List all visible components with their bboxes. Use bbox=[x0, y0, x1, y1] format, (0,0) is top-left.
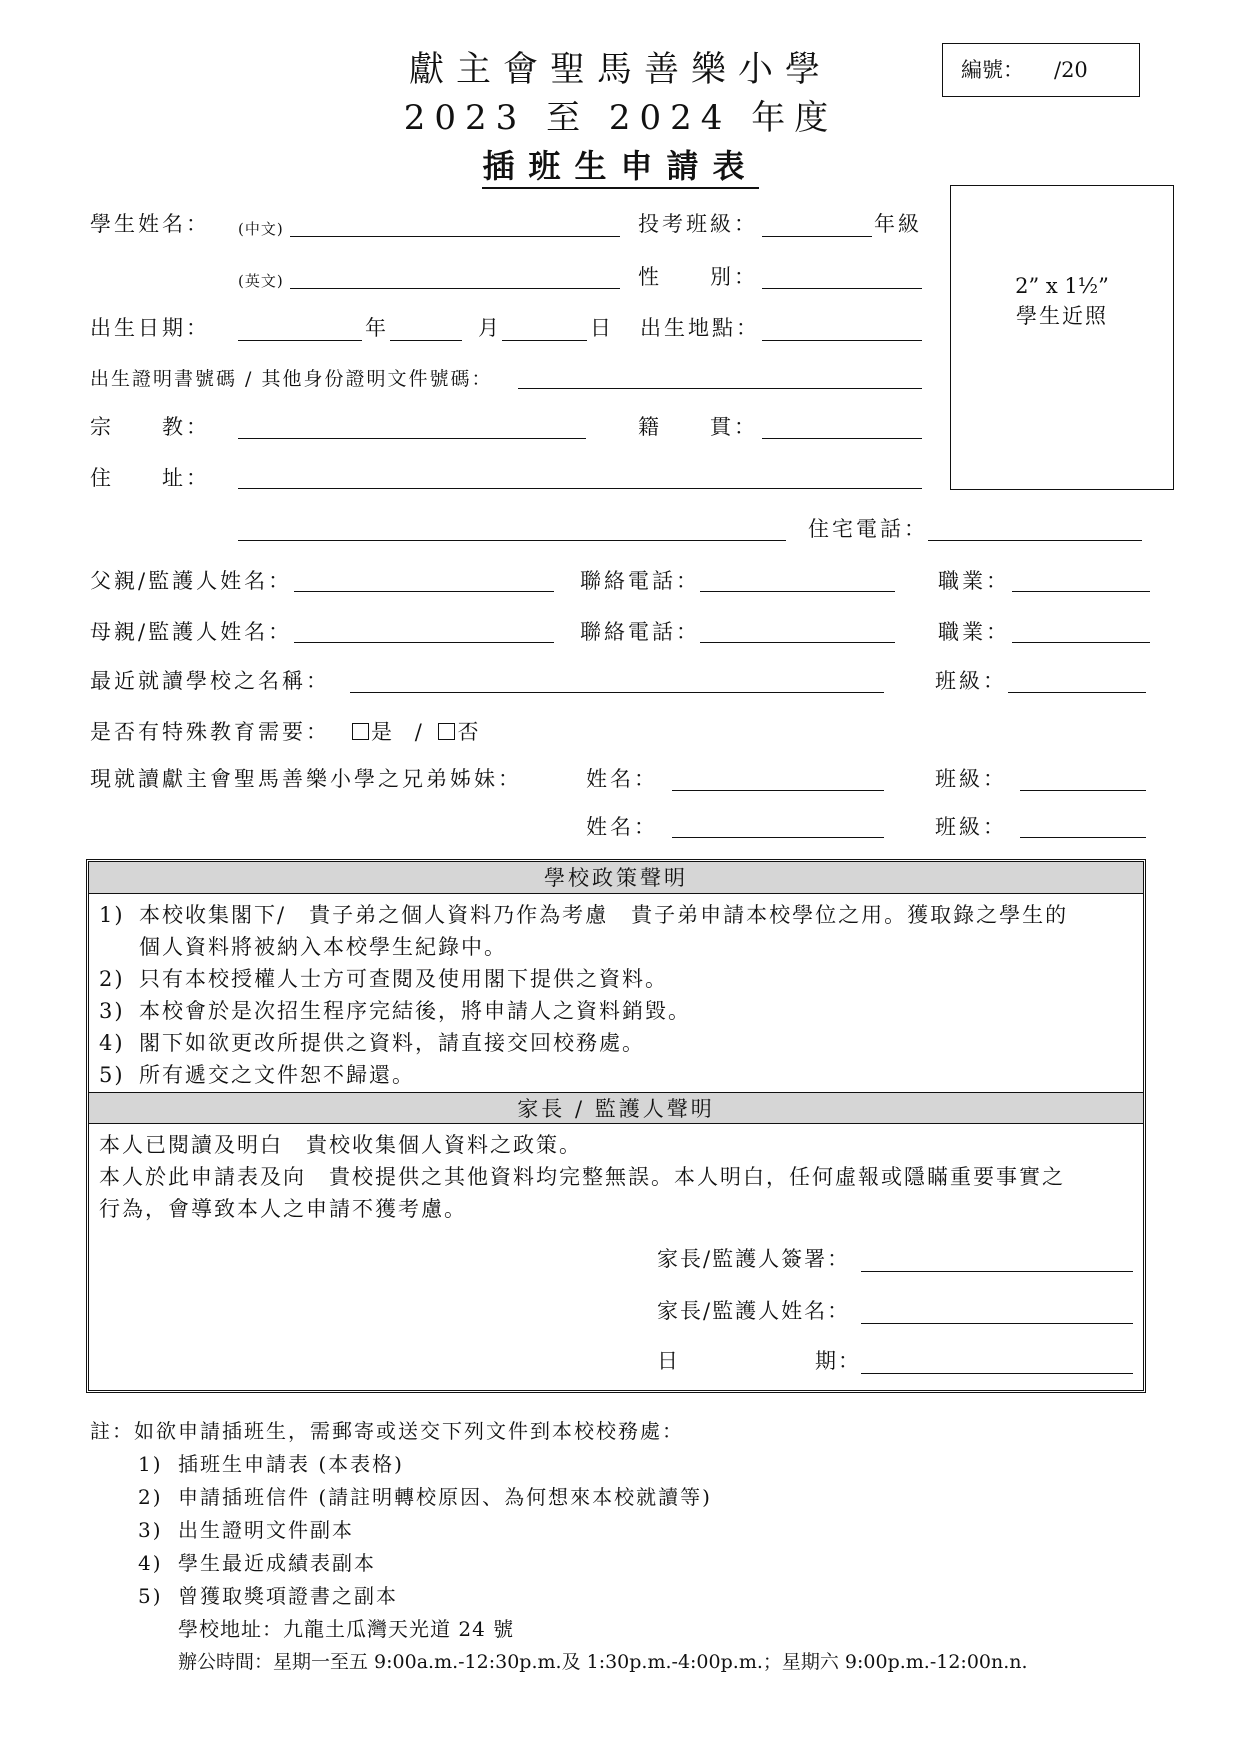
office-hours: 辦公時間：星期一至五 9:00a.m.-12:30p.m.及 1:30p.m.-4:00p.m.；星期六 9:00p.m.-12:00n.n. bbox=[178, 1651, 1028, 1673]
photo-size: 2” x 1½” bbox=[1015, 274, 1109, 298]
note-5-num: 5) bbox=[138, 1584, 163, 1608]
home-phone-field[interactable] bbox=[928, 540, 1142, 541]
sen-no-checkbox[interactable] bbox=[438, 723, 455, 740]
policy-item-5-num: 5) bbox=[99, 1063, 125, 1087]
note-5-text: 曾獲取獎項證書之副本 bbox=[178, 1584, 398, 1608]
birthplace-label: 出生地點： bbox=[640, 316, 760, 340]
grade-field[interactable] bbox=[762, 236, 872, 237]
serial-label: 編號： bbox=[961, 58, 1024, 82]
sibling2-name-field[interactable] bbox=[672, 837, 884, 838]
last-school-field[interactable] bbox=[350, 692, 884, 693]
father-occupation-label: 職業： bbox=[938, 569, 1010, 593]
dob-day-label: 日 bbox=[590, 316, 614, 340]
serial-value: /20 bbox=[1054, 58, 1088, 82]
father-phone-field[interactable] bbox=[700, 591, 895, 592]
student-name-label: 學生姓名： bbox=[90, 212, 210, 236]
address-field-1[interactable] bbox=[238, 488, 922, 489]
address-label: 住 址： bbox=[90, 466, 210, 490]
declaration-line-2: 本人於此申請表及向 貴校提供之其他資料均完整無誤。本人明白，任何虛報或隱瞞重要事實之 bbox=[99, 1165, 1065, 1189]
note-2-num: 2) bbox=[138, 1485, 163, 1509]
sen-options bbox=[352, 719, 481, 745]
signature-label: 家長/監護人簽署： bbox=[657, 1247, 851, 1271]
parent-name-field[interactable] bbox=[861, 1323, 1133, 1324]
sen-yes-label: 是 bbox=[371, 720, 395, 744]
policy-declaration-box bbox=[86, 859, 1146, 1393]
note-3-text: 出生證明文件副本 bbox=[178, 1518, 354, 1542]
father-occupation-field[interactable] bbox=[1012, 591, 1150, 592]
policy-item-3-num: 3) bbox=[99, 999, 125, 1023]
sen-label: 是否有特殊教育需要： bbox=[90, 720, 330, 744]
sibling1-name-label: 姓名： bbox=[586, 767, 658, 791]
id-number-field[interactable] bbox=[518, 388, 922, 389]
address-field-2[interactable] bbox=[238, 540, 786, 541]
note-1-text: 插班生申請表 (本表格) bbox=[178, 1452, 404, 1476]
sen-separator: / bbox=[414, 720, 425, 744]
sen-yes-checkbox[interactable] bbox=[352, 723, 369, 740]
photo-box bbox=[950, 185, 1174, 490]
mother-phone-label: 聯絡電話： bbox=[580, 620, 700, 644]
last-school-label: 最近就讀學校之名稱： bbox=[90, 669, 330, 693]
dob-month-label: 月 bbox=[478, 316, 502, 340]
policy-item-2-text: 只有本校授權人士方可查閱及使用閣下提供之資料。 bbox=[139, 967, 668, 991]
declaration-line-3: 行為，會導致本人之申請不獲考慮。 bbox=[99, 1197, 467, 1221]
policy-title: 學校政策聲明 bbox=[89, 862, 1143, 894]
grade-suffix: 年級 bbox=[874, 212, 922, 236]
mother-phone-field[interactable] bbox=[700, 642, 895, 643]
origin-field[interactable] bbox=[762, 438, 922, 439]
dob-day-field[interactable] bbox=[502, 340, 587, 341]
mother-name-label: 母親/監護人姓名： bbox=[90, 620, 293, 644]
note-2-text: 申請插班信件 (請註明轉校原因、為何想來本校就讀等) bbox=[178, 1485, 712, 1509]
note-3-num: 3) bbox=[138, 1518, 163, 1542]
father-phone-label: 聯絡電話： bbox=[580, 569, 700, 593]
mother-occupation-field[interactable] bbox=[1012, 642, 1150, 643]
father-name-field[interactable] bbox=[294, 591, 554, 592]
date-label-a: 日 bbox=[657, 1349, 680, 1373]
policy-item-1-cont: 個人資料將被納入本校學生紀錄中。 bbox=[139, 935, 507, 959]
origin-label: 籍 貫： bbox=[638, 415, 758, 439]
date-label-b: 期： bbox=[815, 1349, 861, 1373]
mother-occupation-label: 職業： bbox=[938, 620, 1010, 644]
note-4-num: 4) bbox=[138, 1551, 163, 1575]
policy-item-1-text: 本校收集閣下/ 貴子弟之個人資料乃作為考慮 貴子弟申請本校學位之用。獲取錄之學生的 bbox=[139, 903, 1069, 927]
last-school-class-label: 班級： bbox=[935, 669, 1007, 693]
notes-intro: 註：如欲申請插班生，需郵寄或送交下列文件到本校校務處： bbox=[90, 1419, 684, 1443]
school-name: 獻主會聖馬善樂小學 bbox=[408, 50, 832, 90]
sibling1-class-label: 班級： bbox=[935, 767, 1007, 791]
gender-field[interactable] bbox=[762, 288, 922, 289]
form-title-text: 插班生申請表 bbox=[482, 147, 758, 189]
last-school-class-field[interactable] bbox=[1008, 692, 1146, 693]
id-number-label: 出生證明書號碼 / 其他身份證明文件號碼： bbox=[90, 368, 493, 390]
policy-item-2-num: 2) bbox=[99, 967, 125, 991]
dob-year-label: 年 bbox=[365, 316, 389, 340]
father-name-label: 父親/監護人姓名： bbox=[90, 569, 293, 593]
declaration-title: 家長 / 監護人聲明 bbox=[89, 1092, 1143, 1124]
note-4-text: 學生最近成績表副本 bbox=[178, 1551, 376, 1575]
note-1-num: 1) bbox=[138, 1452, 163, 1476]
sibling2-class-field[interactable] bbox=[1020, 837, 1146, 838]
sibling2-class-label: 班級： bbox=[935, 815, 1007, 839]
policy-item-1-num: 1) bbox=[99, 903, 125, 927]
serial-number-box bbox=[942, 43, 1140, 97]
sen-no-label: 否 bbox=[457, 720, 482, 744]
english-name-field[interactable] bbox=[290, 288, 620, 289]
policy-item-3-text: 本校會於是次招生程序完結後，將申請人之資料銷毀。 bbox=[139, 999, 691, 1023]
dob-year-field[interactable] bbox=[238, 340, 362, 341]
mother-name-field[interactable] bbox=[294, 642, 554, 643]
policy-item-5-text: 所有遞交之文件恕不歸還。 bbox=[139, 1063, 415, 1087]
religion-label: 宗 教： bbox=[90, 415, 210, 439]
sibling1-class-field[interactable] bbox=[1020, 790, 1146, 791]
photo-caption: 學生近照 bbox=[1016, 304, 1108, 328]
siblings-label: 現就讀獻主會聖馬善樂小學之兄弟姊妹： bbox=[90, 767, 522, 791]
form-title bbox=[0, 146, 1241, 186]
parent-name-label: 家長/監護人姓名： bbox=[657, 1299, 851, 1323]
declaration-line-1: 本人已閱讀及明白 貴校收集個人資料之政策。 bbox=[99, 1133, 582, 1157]
dob-label: 出生日期： bbox=[90, 316, 210, 340]
gender-label: 性 別： bbox=[638, 265, 758, 289]
school-address: 學校地址：九龍土瓜灣天光道 24 號 bbox=[178, 1617, 515, 1641]
chinese-name-tag: (中文) bbox=[238, 220, 284, 238]
policy-item-4-num: 4) bbox=[99, 1031, 125, 1055]
english-name-tag: (英文) bbox=[238, 272, 284, 290]
dob-month-field[interactable] bbox=[390, 340, 462, 341]
academic-year: 2023 至 2024 年度 bbox=[403, 98, 838, 138]
signature-field[interactable] bbox=[861, 1271, 1133, 1272]
birthplace-field[interactable] bbox=[762, 340, 922, 341]
policy-item-4-text: 閣下如欲更改所提供之資料，請直接交回校務處。 bbox=[139, 1031, 645, 1055]
grade-label: 投考班級： bbox=[638, 212, 758, 236]
home-phone-label: 住宅電話： bbox=[808, 517, 928, 541]
sibling1-name-field[interactable] bbox=[672, 790, 884, 791]
date-field[interactable] bbox=[861, 1373, 1133, 1374]
sibling2-name-label: 姓名： bbox=[586, 815, 658, 839]
religion-field[interactable] bbox=[238, 438, 586, 439]
chinese-name-field[interactable] bbox=[290, 236, 620, 237]
